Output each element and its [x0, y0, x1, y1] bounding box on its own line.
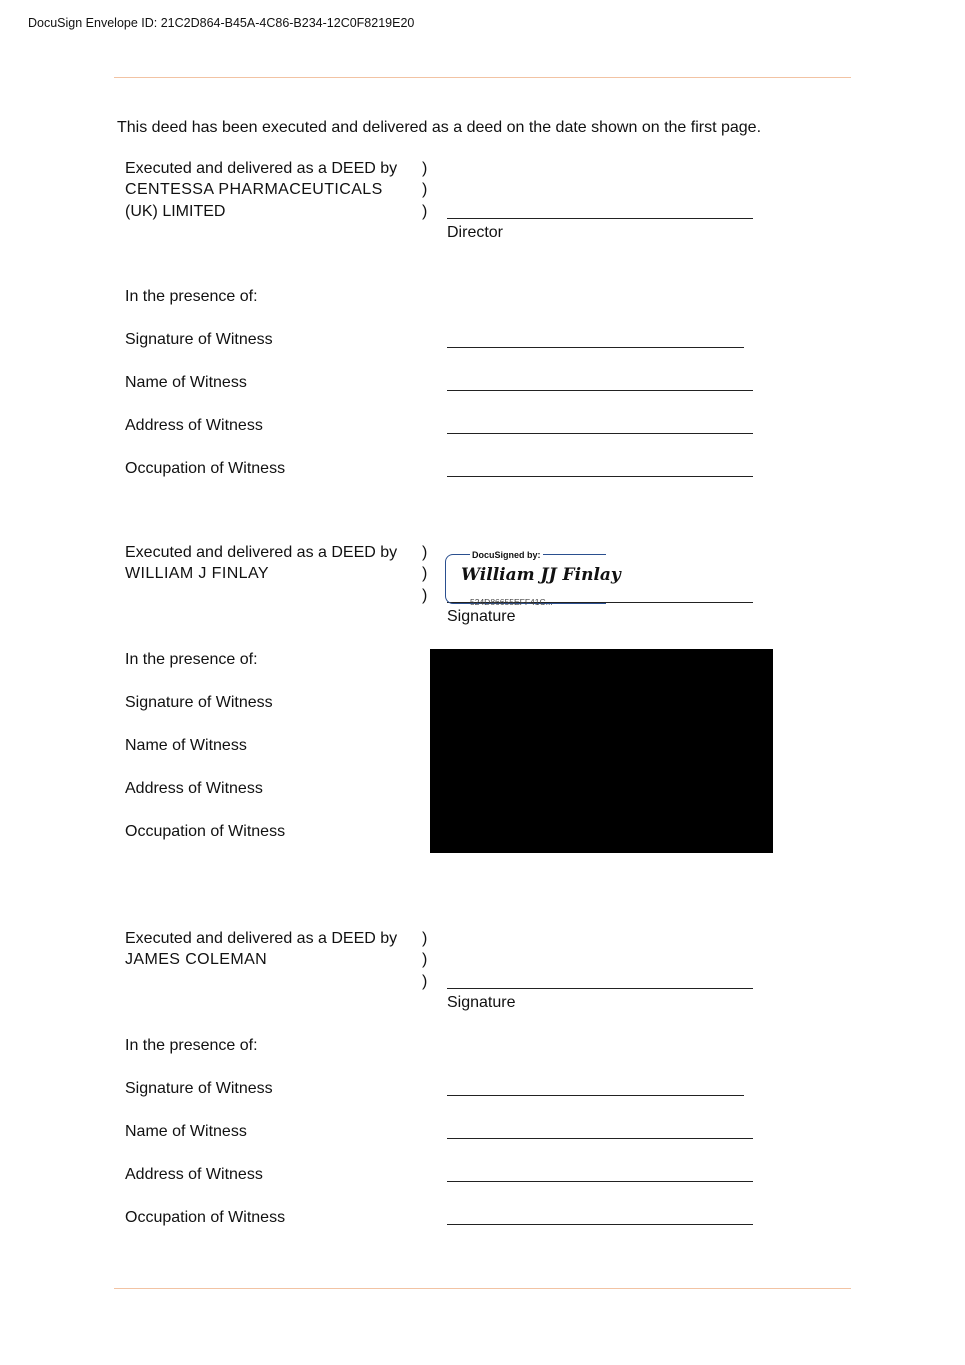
bracket: ) — [422, 951, 428, 968]
presence-label: In the presence of: — [125, 651, 258, 668]
witness-field-label: Address of Witness — [125, 1166, 263, 1183]
bracket: ) — [422, 544, 428, 561]
witness-field-label: Signature of Witness — [125, 331, 273, 348]
bracket: ) — [422, 973, 428, 990]
deed-line: Executed and delivered as a DEED by — [125, 544, 398, 561]
witness-field-label: Name of Witness — [125, 737, 247, 754]
bracket: ) — [422, 565, 428, 582]
redaction-box — [430, 649, 773, 853]
bracket: ) — [422, 160, 428, 177]
bracket: ) — [422, 930, 428, 947]
witness-field-label: Signature of Witness — [125, 694, 273, 711]
witness-field-label: Signature of Witness — [125, 1080, 273, 1097]
director-signature-line[interactable] — [447, 218, 753, 219]
signature-label: Signature — [447, 994, 516, 1011]
envelope-id: DocuSign Envelope ID: 21C2D864-B45A-4C86-B234-12C0F8219E20 — [28, 16, 415, 30]
presence-label: In the presence of: — [125, 1037, 258, 1054]
bottom-divider — [114, 1288, 851, 1289]
top-divider — [114, 77, 851, 78]
signature-line[interactable] — [447, 988, 753, 989]
witness-occupation-line[interactable] — [447, 1224, 753, 1225]
intro-text: This deed has been executed and delivered as a deed on the date shown on the first page. — [117, 119, 762, 136]
deed-party: CENTESSA PHARMACEUTICALS — [125, 181, 383, 198]
witness-name-line[interactable] — [447, 390, 753, 391]
witness-field-label: Name of Witness — [125, 1123, 247, 1140]
deed-party: JAMES COLEMAN — [125, 951, 268, 968]
witness-field-label: Address of Witness — [125, 780, 263, 797]
presence-label: In the presence of: — [125, 288, 258, 305]
witness-occupation-line[interactable] — [447, 476, 753, 477]
deed-line: Executed and delivered as a DEED by — [125, 930, 398, 947]
bracket: ) — [422, 587, 428, 604]
deed-line: Executed and delivered as a DEED by — [125, 160, 398, 177]
witness-address-line[interactable] — [447, 433, 753, 434]
witness-field-label: Address of Witness — [125, 417, 263, 434]
witness-signature-line[interactable] — [447, 1095, 744, 1096]
witness-name-line[interactable] — [447, 1138, 753, 1139]
bracket: ) — [422, 181, 428, 198]
deed-party: (UK) LIMITED — [125, 203, 226, 220]
witness-field-label: Occupation of Witness — [125, 1209, 286, 1226]
signature-label: Director — [447, 224, 504, 241]
witness-field-label: Occupation of Witness — [125, 460, 286, 477]
signature-label: Signature — [447, 608, 516, 625]
docusign-header: DocuSigned by: — [472, 550, 541, 560]
docusign-signature: William JJ Finlay — [461, 565, 621, 585]
docusign-hash: 524D86655EFF41C... — [470, 597, 553, 607]
witness-address-line[interactable] — [447, 1181, 753, 1182]
bracket: ) — [422, 203, 428, 220]
witness-signature-line[interactable] — [447, 347, 744, 348]
deed-party: WILLIAM J FINLAY — [125, 565, 269, 582]
witness-field-label: Occupation of Witness — [125, 823, 286, 840]
witness-field-label: Name of Witness — [125, 374, 247, 391]
